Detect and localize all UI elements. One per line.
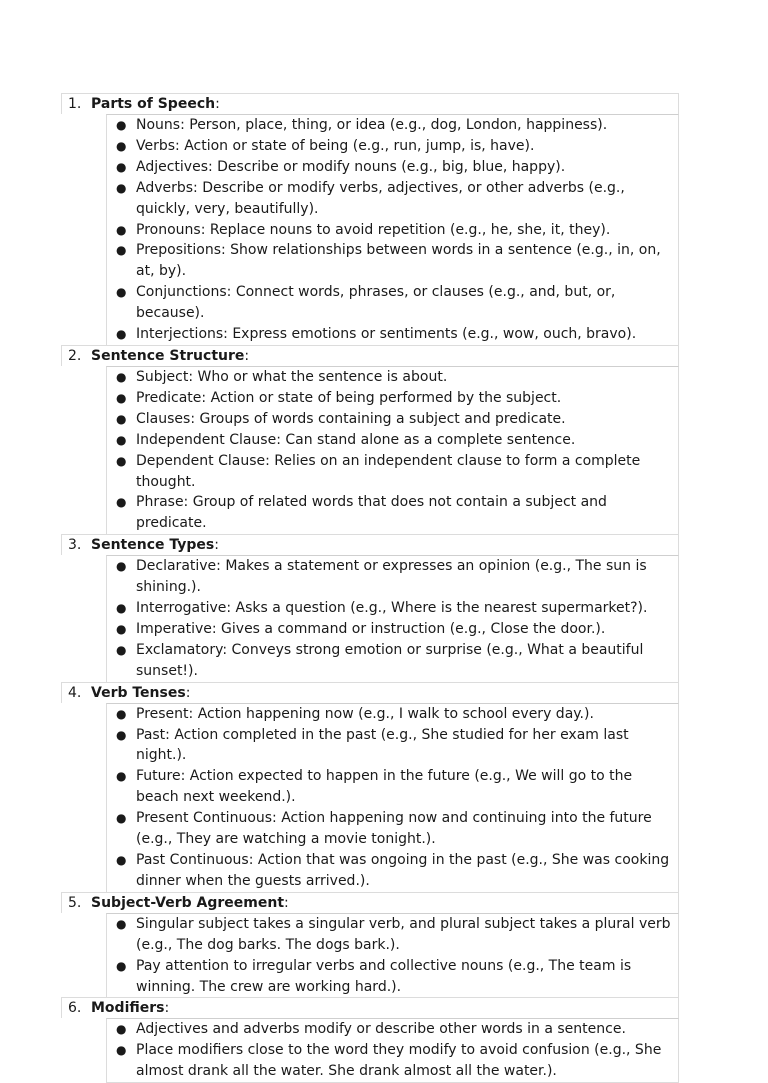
bullet-icon: ● (116, 243, 127, 258)
document-outline (61, 93, 679, 1083)
bullet-icon: ● (116, 811, 127, 826)
bullet-icon: ● (116, 916, 127, 931)
bullet-icon: ● (116, 601, 127, 616)
bullet-icon: ● (116, 621, 127, 636)
bullet-icon: ● (116, 769, 127, 784)
list-item: ● Prepositions: Show relationships between words in a sentence (e.g., in, on, at, by). (116, 242, 661, 280)
section-number: 5. (68, 894, 82, 911)
bullet-icon: ● (116, 642, 127, 657)
bullet-icon: ● (116, 727, 127, 742)
list-item: ● Adverbs: Describe or modify verbs, adjectives, or other adverbs (e.g., quickly, very, beautifully). (116, 179, 625, 217)
bullet-icon: ● (116, 432, 127, 447)
list-item: ● Independent Clause: Can stand alone as a complete sentence. (107, 430, 678, 451)
section-sentence-structure (61, 345, 679, 534)
section-number: 2. (68, 347, 82, 364)
section-heading-row (61, 93, 679, 114)
bullet-icon: ● (116, 559, 127, 574)
list-item: ● Place modifiers close to the word they modify to avoid confusion (e.g., She almost drank all the water. She drank almost all the water.). (116, 1042, 662, 1080)
bullet-icon: ● (116, 180, 127, 195)
section-item-list (106, 114, 679, 345)
list-item: ● Conjunctions: Connect words, phrases, or clauses (e.g., and, but, or, because). (116, 284, 616, 322)
list-item: ● Pronouns: Replace nouns to avoid repetition (e.g., he, she, it, they). (107, 220, 678, 241)
list-item: ● Interrogative: Asks a question (e.g., Where is the nearest supermarket?). (107, 598, 678, 619)
list-item: ● Interjections: Express emotions or sentiments (e.g., wow, ouch, bravo). (107, 324, 678, 345)
section-title: Subject-Verb Agreement: (91, 894, 289, 911)
list-item: ● Present Continuous: Action happening now and continuing into the future (e.g., They are watching a movie tonight.). (116, 810, 652, 848)
list-item: ● Imperative: Gives a command or instruction (e.g., Close the door.). (107, 619, 678, 640)
list-item: ● Dependent Clause: Relies on an independent clause to form a complete thought. (116, 452, 641, 490)
section-heading-row (61, 682, 679, 703)
list-item: ● Exclamatory: Conveys strong emotion or surprise (e.g., What a beautiful sunset!). (116, 641, 644, 679)
bullet-icon: ● (116, 411, 127, 426)
section-title: Sentence Types: (91, 537, 219, 554)
bullet-icon: ● (116, 138, 127, 153)
bullet-icon: ● (116, 390, 127, 405)
section-title: Modifiers: (91, 1000, 170, 1017)
section-item-list (106, 913, 679, 998)
section-subject-verb-agreement (61, 892, 679, 998)
bullet-icon: ● (116, 222, 127, 237)
list-item: ● Singular subject takes a singular verb, and plural subject takes a plural verb (e.g., The dog barks. The dogs bark.). (116, 915, 671, 953)
list-item: ● Clauses: Groups of words containing a subject and predicate. (107, 409, 678, 430)
list-item: ● Future: Action expected to happen in the future (e.g., We will go to the beach next weekend.). (116, 768, 633, 806)
section-number: 4. (68, 684, 82, 701)
bullet-icon: ● (116, 118, 127, 132)
section-item-list (106, 555, 679, 681)
list-item: ● Adjectives: Describe or modify nouns (e.g., big, blue, happy). (107, 157, 678, 178)
list-item: ● Subject: Who or what the sentence is about. (107, 367, 678, 388)
list-item: ● Adjectives and adverbs modify or describe other words in a sentence. (107, 1019, 678, 1040)
section-heading-row (61, 345, 679, 366)
list-item: ● Phrase: Group of related words that does not contain a subject and predicate. (116, 494, 607, 532)
section-verb-tenses (61, 682, 679, 892)
section-title: Sentence Structure: (91, 347, 250, 364)
list-item: ● Nouns: Person, place, thing, or idea (e.g., dog, London, happiness). (107, 115, 678, 136)
bullet-icon: ● (116, 1022, 127, 1037)
section-title: Verb Tenses: (91, 684, 191, 701)
section-number: 6. (68, 1000, 82, 1017)
bullet-icon: ● (116, 327, 127, 342)
bullet-icon: ● (116, 958, 127, 973)
section-title: Parts of Speech: (91, 96, 220, 112)
section-item-list (106, 703, 679, 892)
bullet-icon: ● (116, 369, 127, 384)
list-item: ● Verbs: Action or state of being (e.g., run, jump, is, have). (107, 136, 678, 157)
list-item: ● Past Continuous: Action that was ongoing in the past (e.g., She was cooking dinner when the guests arrived.). (116, 852, 670, 889)
section-heading-row (61, 534, 679, 555)
section-item-list (106, 1018, 679, 1083)
bullet-icon: ● (116, 1043, 127, 1058)
bullet-icon: ● (116, 853, 127, 867)
list-item: ● Declarative: Makes a statement or expresses an opinion (e.g., The sun is shining.). (116, 558, 647, 596)
section-parts-of-speech (61, 93, 679, 345)
section-sentence-types (61, 534, 679, 681)
section-item-list (106, 366, 679, 534)
section-modifiers (61, 997, 679, 1083)
section-number: 3. (68, 537, 82, 554)
bullet-icon: ● (116, 706, 127, 721)
bullet-icon: ● (116, 285, 127, 300)
section-heading-row (61, 997, 679, 1018)
list-item: ● Past: Action completed in the past (e.g., She studied for her exam last night.). (116, 726, 629, 764)
bullet-icon: ● (116, 495, 127, 510)
bullet-icon: ● (116, 159, 127, 174)
list-item: ● Predicate: Action or state of being performed by the subject. (107, 388, 678, 409)
section-heading-row (61, 892, 679, 913)
list-item: ● Pay attention to irregular verbs and collective nouns (e.g., The team is winning. The crew are working hard.). (116, 957, 632, 995)
list-item: ● Present: Action happening now (e.g., I walk to school every day.). (107, 704, 678, 725)
bullet-icon: ● (116, 453, 127, 468)
section-number: 1. (68, 96, 82, 112)
